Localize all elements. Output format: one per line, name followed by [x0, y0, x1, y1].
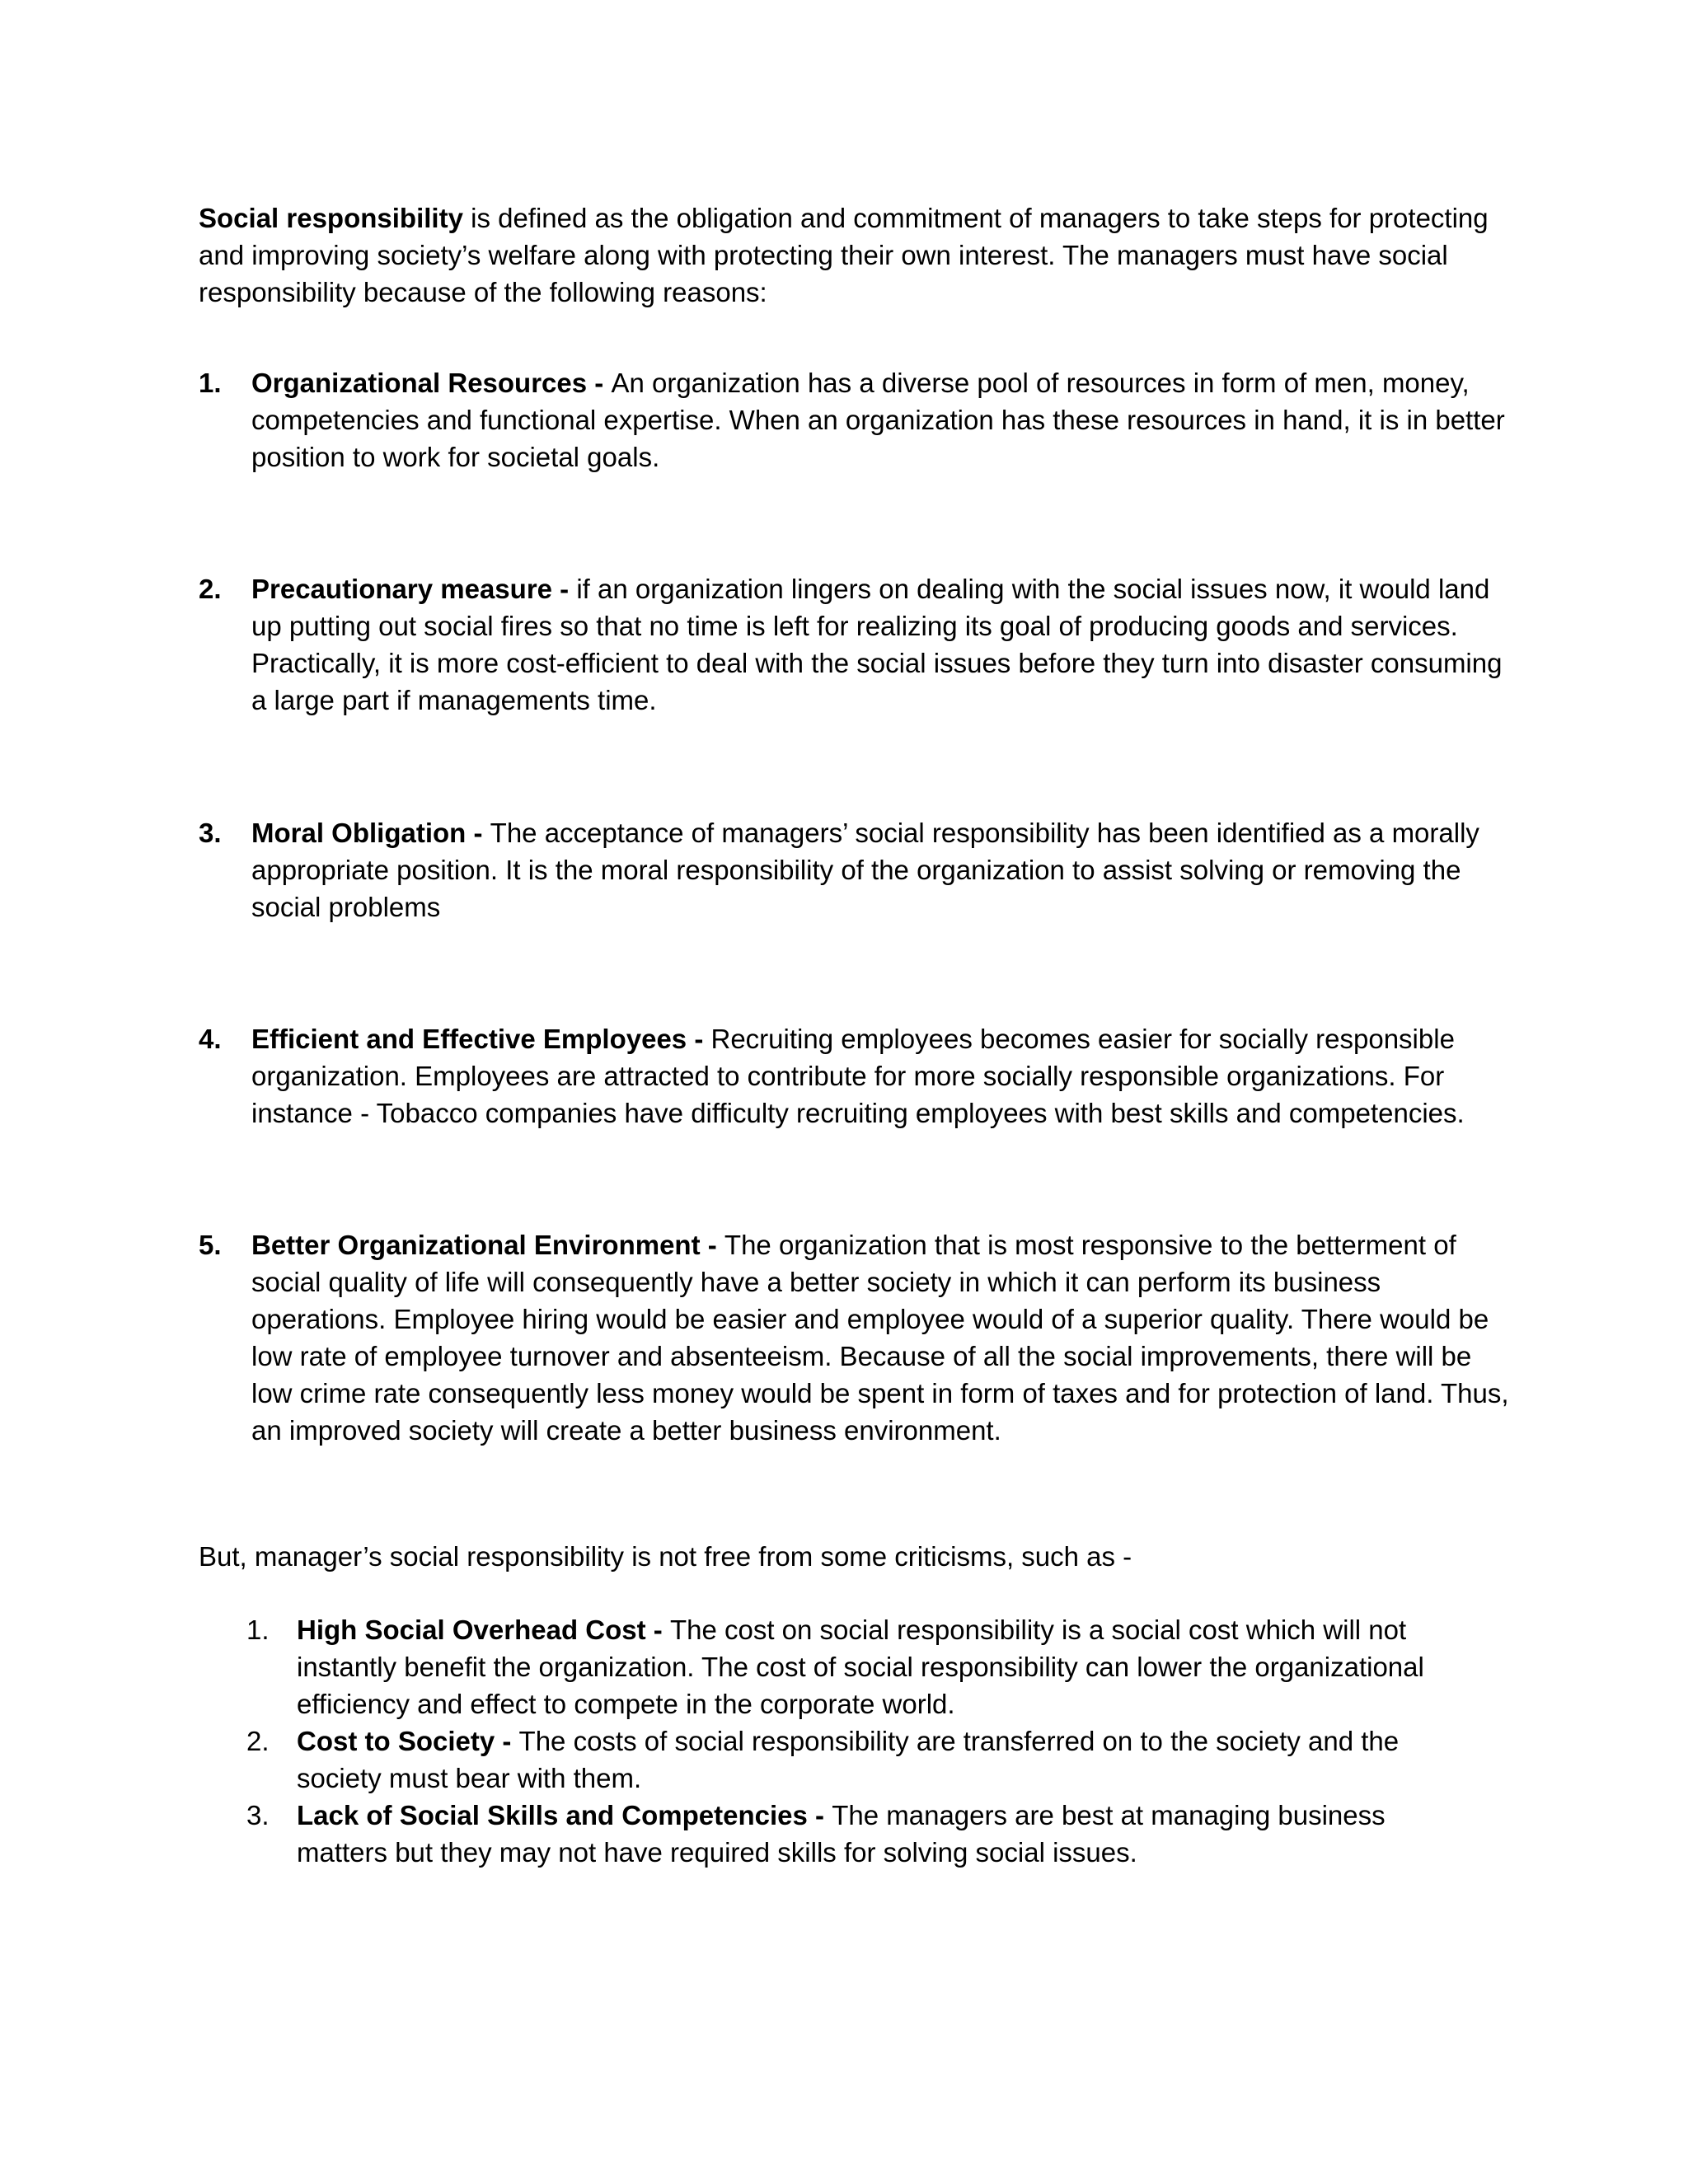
criticism-number: 2.	[246, 1726, 270, 1756]
intro-text: is defined as the obligation and commitment of managers to take steps for protecting and improving society’s welfare along with protecting their own interest. The managers must have social responsibility because of the following reasons:	[199, 203, 1489, 307]
reason-text: if an organization lingers on dealing with the social issues now, it would land up putting out social fires so that no time is left for realizing its goal of producing goods and services. Practically, it is more cost-efficient to deal with the social issues before they turn into disaster consuming a large part if managements time.	[251, 574, 1503, 715]
reason-title: Moral Obligation -	[251, 818, 490, 848]
reason-body	[251, 1226, 1517, 1449]
reason-number: 5.	[199, 1230, 222, 1260]
reason-text: Recruiting employees becomes easier for socially responsible organization. Employees are attracted to contribute for more socially responsible organizations. For instance - Tobacco companies have difficulty recruiting employees with best skills and competencies.	[251, 1024, 1465, 1128]
reason-text: The organization that is most responsive to the betterment of social quality of life will consequently have a better society in which it can perform its business operations. Employee hiring would be easier and employee would of a superior quality. There would be low rate of employee turnover and absenteeism. Because of all the social improvements, there will be low crime rate consequently less money would be spent in form of taxes and for protection of land. Thus, an improved society will create a better business environment.	[251, 1230, 1509, 1446]
reason-body	[251, 570, 1517, 719]
intro-paragraph	[199, 199, 1501, 311]
reason-body	[251, 1020, 1517, 1132]
criticism-body	[297, 1722, 1483, 1797]
reason-title: Organizational Resources -	[251, 368, 612, 398]
reason-title: Precautionary measure -	[251, 574, 577, 604]
criticism-title: Lack of Social Skills and Competencies -	[297, 1800, 832, 1830]
criticism-body	[297, 1611, 1483, 1722]
reason-number: 3.	[199, 818, 222, 848]
reason-text: The acceptance of managers’ social responsibility has been identified as a morally appropriate position. It is the moral responsibility of the organization to assist solving or removing the social problems	[251, 818, 1479, 922]
criticism-title: Cost to Society -	[297, 1726, 519, 1756]
reason-number: 2.	[199, 574, 222, 604]
reason-title: Efficient and Effective Employees -	[251, 1024, 711, 1054]
criticism-title: High Social Overhead Cost -	[297, 1615, 670, 1645]
reason-body	[251, 364, 1517, 476]
reason-title: Better Organizational Environment -	[251, 1230, 724, 1260]
criticism-text: The cost on social responsibility is a social cost which will not instantly benefit the organization. The cost of social responsibility can lower the organizational efficiency and effect to compete in the corporate world.	[297, 1615, 1424, 1719]
reason-number: 1.	[199, 368, 222, 398]
reason-number: 4.	[199, 1024, 222, 1054]
reason-text: An organization has a diverse pool of resources in form of men, money, competencies and functional expertise. When an organization has these resources in hand, it is in better position to work for societal goals.	[251, 368, 1505, 472]
intro-term: Social responsibility	[199, 203, 463, 233]
criticism-text: The costs of social responsibility are transferred on to the society and the society must bear with them.	[297, 1726, 1400, 1793]
criticism-number: 3.	[246, 1800, 270, 1830]
criticism-body	[297, 1797, 1483, 1871]
criticism-text: The managers are best at managing business matters but they may not have required skills for solving social issues.	[297, 1800, 1386, 1868]
criticisms-intro: But, manager’s social responsibility is not free from some criticisms, such as -	[199, 1541, 1132, 1572]
criticism-number: 1.	[246, 1615, 270, 1645]
reason-body	[251, 814, 1517, 926]
